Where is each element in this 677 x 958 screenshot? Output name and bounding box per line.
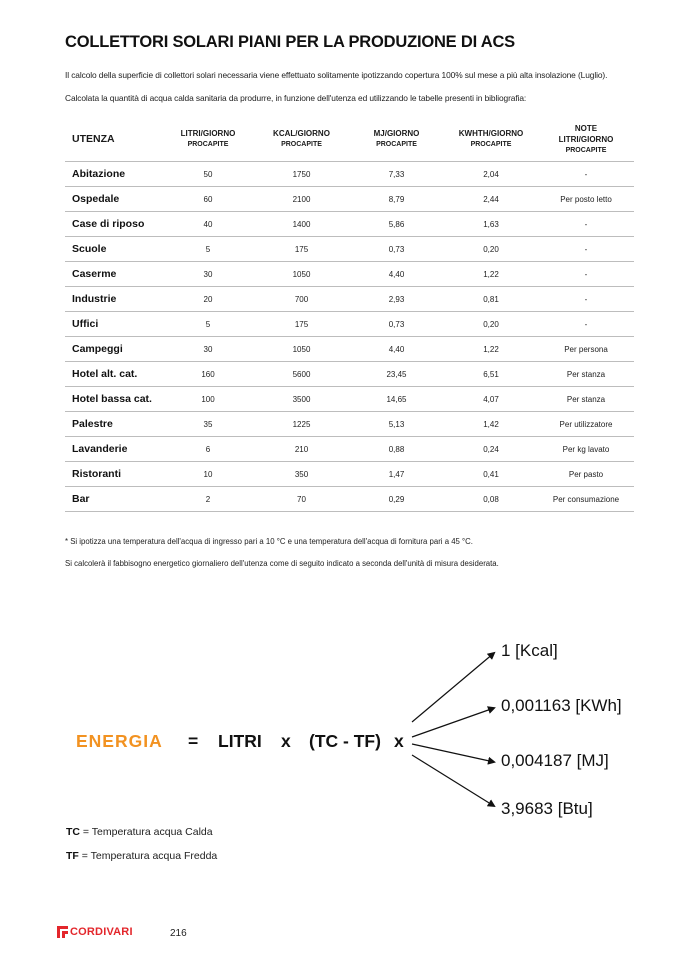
page-number: 216 [170, 928, 187, 939]
value-cell: 5 [162, 237, 254, 262]
value-cell: 7,33 [349, 162, 444, 187]
header-litri: LITRI/GIORNO PROCAPITE [162, 118, 254, 162]
temperature-note: * Si ipotizza una temperatura dell'acqua di ingresso pari a 10 °C e una temperatura dell'acqua di fornitura pari a 45 °C. [65, 537, 473, 546]
value-cell: 10 [162, 462, 254, 487]
value-cell: 0,20 [444, 312, 538, 337]
header-utenza: UTENZA [65, 118, 162, 162]
value-cell: 700 [254, 287, 349, 312]
header-mj: MJ/GIORNO PROCAPITE [349, 118, 444, 162]
value-cell: 210 [254, 437, 349, 462]
factor-kwh: 0,001163 [KWh] [501, 696, 622, 715]
utenza-cell: Case di riposo [65, 212, 162, 237]
page-title: COLLETTORI SOLARI PIANI PER LA PRODUZIONE DI ACS [65, 33, 515, 51]
value-cell: 0,73 [349, 312, 444, 337]
equation-times-2: x [394, 731, 404, 751]
value-cell: 2,44 [444, 187, 538, 212]
legend-tf: TF = Temperatura acqua Fredda [66, 850, 218, 862]
footer-logo [57, 926, 133, 938]
value-cell: - [538, 162, 634, 187]
value-cell: 1,22 [444, 262, 538, 287]
value-cell: Per utilizzatore [538, 412, 634, 437]
utenza-cell: Ristoranti [65, 462, 162, 487]
value-cell: 0,08 [444, 487, 538, 512]
factor-mj: 0,004187 [MJ] [501, 751, 609, 770]
utenza-cell: Scuole [65, 237, 162, 262]
value-cell: - [538, 262, 634, 287]
value-cell: Per stanza [538, 362, 634, 387]
value-cell: 1050 [254, 262, 349, 287]
value-cell: 70 [254, 487, 349, 512]
value-cell: 8,79 [349, 187, 444, 212]
equation-litri: LITRI [218, 731, 262, 751]
header-kcal: KCAL/GIORNO PROCAPITE [254, 118, 349, 162]
value-cell: 6 [162, 437, 254, 462]
value-cell: 175 [254, 312, 349, 337]
value-cell: 35 [162, 412, 254, 437]
arrow-to-mj [412, 744, 494, 762]
value-cell: 2100 [254, 187, 349, 212]
value-cell: 23,45 [349, 362, 444, 387]
value-cell: - [538, 287, 634, 312]
value-cell: Per kg lavato [538, 437, 634, 462]
value-cell: 2,04 [444, 162, 538, 187]
factor-btu: 3,9683 [Btu] [501, 799, 593, 818]
value-cell: 350 [254, 462, 349, 487]
value-cell: Per persona [538, 337, 634, 362]
header-note: NOTE LITRI/GIORNO PROCAPITE [538, 118, 634, 162]
utenza-cell: Hotel alt. cat. [65, 362, 162, 387]
value-cell: 14,65 [349, 387, 444, 412]
value-cell: 1,63 [444, 212, 538, 237]
value-cell: 1750 [254, 162, 349, 187]
legend-tc: TC = Temperatura acqua Calda [66, 826, 213, 838]
cordivari-logo-icon [57, 926, 68, 938]
value-cell: 50 [162, 162, 254, 187]
value-cell: 2 [162, 487, 254, 512]
utenza-cell: Abitazione [65, 162, 162, 187]
value-cell: - [538, 312, 634, 337]
utenza-cell: Lavanderie [65, 437, 162, 462]
value-cell: 20 [162, 287, 254, 312]
equation-energia: ENERGIA [76, 731, 163, 751]
value-cell: 30 [162, 262, 254, 287]
utenza-cell: Caserme [65, 262, 162, 287]
utenza-cell: Industrie [65, 287, 162, 312]
factor-kcal: 1 [Kcal] [501, 641, 558, 660]
value-cell: 1,22 [444, 337, 538, 362]
value-cell: 0,73 [349, 237, 444, 262]
value-cell: 0,88 [349, 437, 444, 462]
value-cell: 0,24 [444, 437, 538, 462]
value-cell: 1,47 [349, 462, 444, 487]
utenza-cell: Ospedale [65, 187, 162, 212]
equation-times-1: x [281, 731, 291, 751]
footer-brand: CORDIVARI [70, 926, 133, 938]
value-cell: 0,41 [444, 462, 538, 487]
value-cell: 175 [254, 237, 349, 262]
value-cell: 4,07 [444, 387, 538, 412]
arrow-to-kcal [412, 653, 494, 722]
value-cell: 4,40 [349, 262, 444, 287]
value-cell: 60 [162, 187, 254, 212]
value-cell: 0,81 [444, 287, 538, 312]
value-cell: 4,40 [349, 337, 444, 362]
utenza-cell: Uffici [65, 312, 162, 337]
value-cell: 0,20 [444, 237, 538, 262]
value-cell: 1,42 [444, 412, 538, 437]
value-cell: Per consumazione [538, 487, 634, 512]
value-cell: 5600 [254, 362, 349, 387]
utenza-cell: Palestre [65, 412, 162, 437]
utenza-cell: Campeggi [65, 337, 162, 362]
equation-temperature-delta: (TC - TF) [309, 731, 381, 751]
arrow-to-btu [412, 755, 494, 806]
header-kwhth: KWHTH/GIORNO PROCAPITE [444, 118, 538, 162]
value-cell: 160 [162, 362, 254, 387]
value-cell: 2,93 [349, 287, 444, 312]
value-cell: Per pasto [538, 462, 634, 487]
value-cell: 5,13 [349, 412, 444, 437]
value-cell: 40 [162, 212, 254, 237]
value-cell: 5 [162, 312, 254, 337]
value-cell: - [538, 237, 634, 262]
value-cell: - [538, 212, 634, 237]
value-cell: 0,29 [349, 487, 444, 512]
intro-paragraph-1: Il calcolo della superficie di collettori solari necessaria viene effettuato solitamente ipotizzando copertura 100% sul mese a più alta insolazione (Luglio). [65, 70, 608, 80]
value-cell: 6,51 [444, 362, 538, 387]
value-cell: 1225 [254, 412, 349, 437]
value-cell: 5,86 [349, 212, 444, 237]
value-cell: 1400 [254, 212, 349, 237]
value-cell: 100 [162, 387, 254, 412]
value-cell: Per stanza [538, 387, 634, 412]
intro-paragraph-2: Calcolata la quantità di acqua calda sanitaria da produrre, in funzione dell'utenza ed utilizzando le tabelle presenti in bibliografia: [65, 93, 527, 103]
value-cell: 30 [162, 337, 254, 362]
calculation-note: Si calcolerà il fabbisogno energetico giornaliero dell'utenza come di seguito indicato a seconda dell'unità di misura desiderata. [65, 559, 499, 568]
equation-equals: = [188, 731, 199, 751]
value-cell: 1050 [254, 337, 349, 362]
utenza-cell: Bar [65, 487, 162, 512]
value-cell: 3500 [254, 387, 349, 412]
utenza-cell: Hotel bassa cat. [65, 387, 162, 412]
value-cell: Per posto letto [538, 187, 634, 212]
